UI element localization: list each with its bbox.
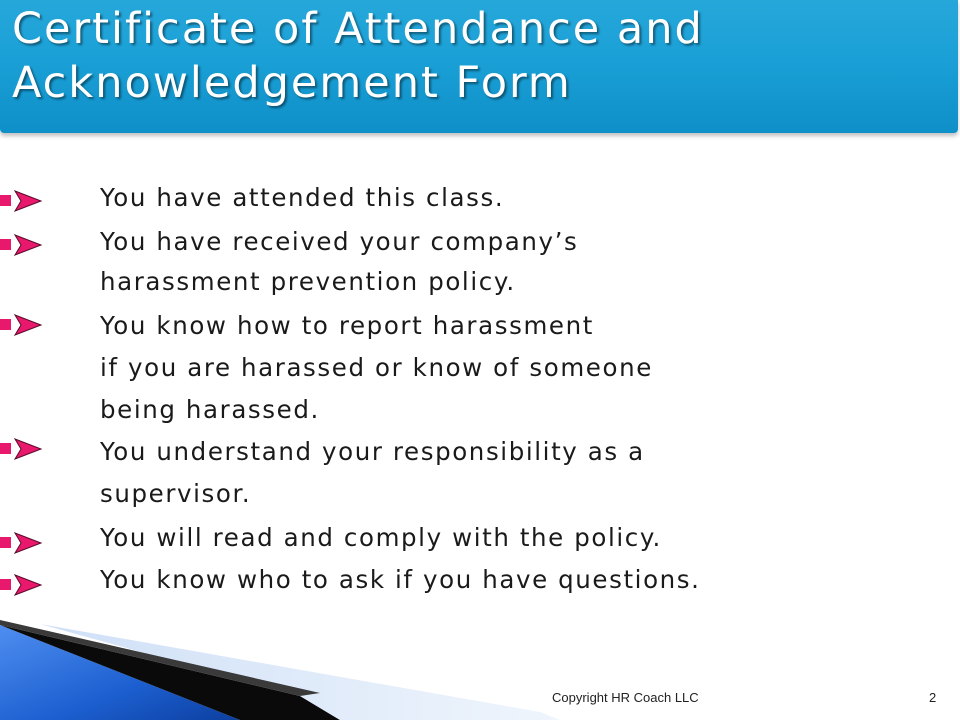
bullet-text: if you are harassed or know of someone — [100, 353, 653, 382]
pink-arrow-bullet-icon — [0, 188, 44, 214]
copyright-text: Copyright HR Coach LLC — [552, 690, 699, 705]
slide-title-line-1: Certificate of Attendance and — [12, 4, 704, 54]
bullet-text: You know who to ask if you have questions. — [100, 565, 701, 594]
bullet-text: You have received your company’s — [100, 227, 579, 256]
bullet-text: harassment prevention policy. — [100, 267, 516, 296]
bullet-text: You will read and comply with the policy. — [100, 523, 662, 552]
bullet-text: You understand your responsibility as a — [100, 437, 645, 466]
bullet-text: being harassed. — [100, 395, 320, 424]
slide-title-line-2: Acknowledgement Form — [12, 58, 572, 108]
bullet-text: You have attended this class. — [100, 183, 505, 212]
bullet-text: You know how to report harassment — [100, 311, 594, 340]
pink-arrow-bullet-icon — [0, 312, 44, 338]
page-number: 2 — [929, 690, 937, 705]
pink-arrow-bullet-icon — [0, 436, 44, 462]
bullet-text: supervisor. — [100, 479, 252, 508]
pink-arrow-bullet-icon — [0, 232, 44, 258]
pink-arrow-bullet-icon — [0, 572, 44, 598]
pink-arrow-bullet-icon — [0, 530, 44, 556]
